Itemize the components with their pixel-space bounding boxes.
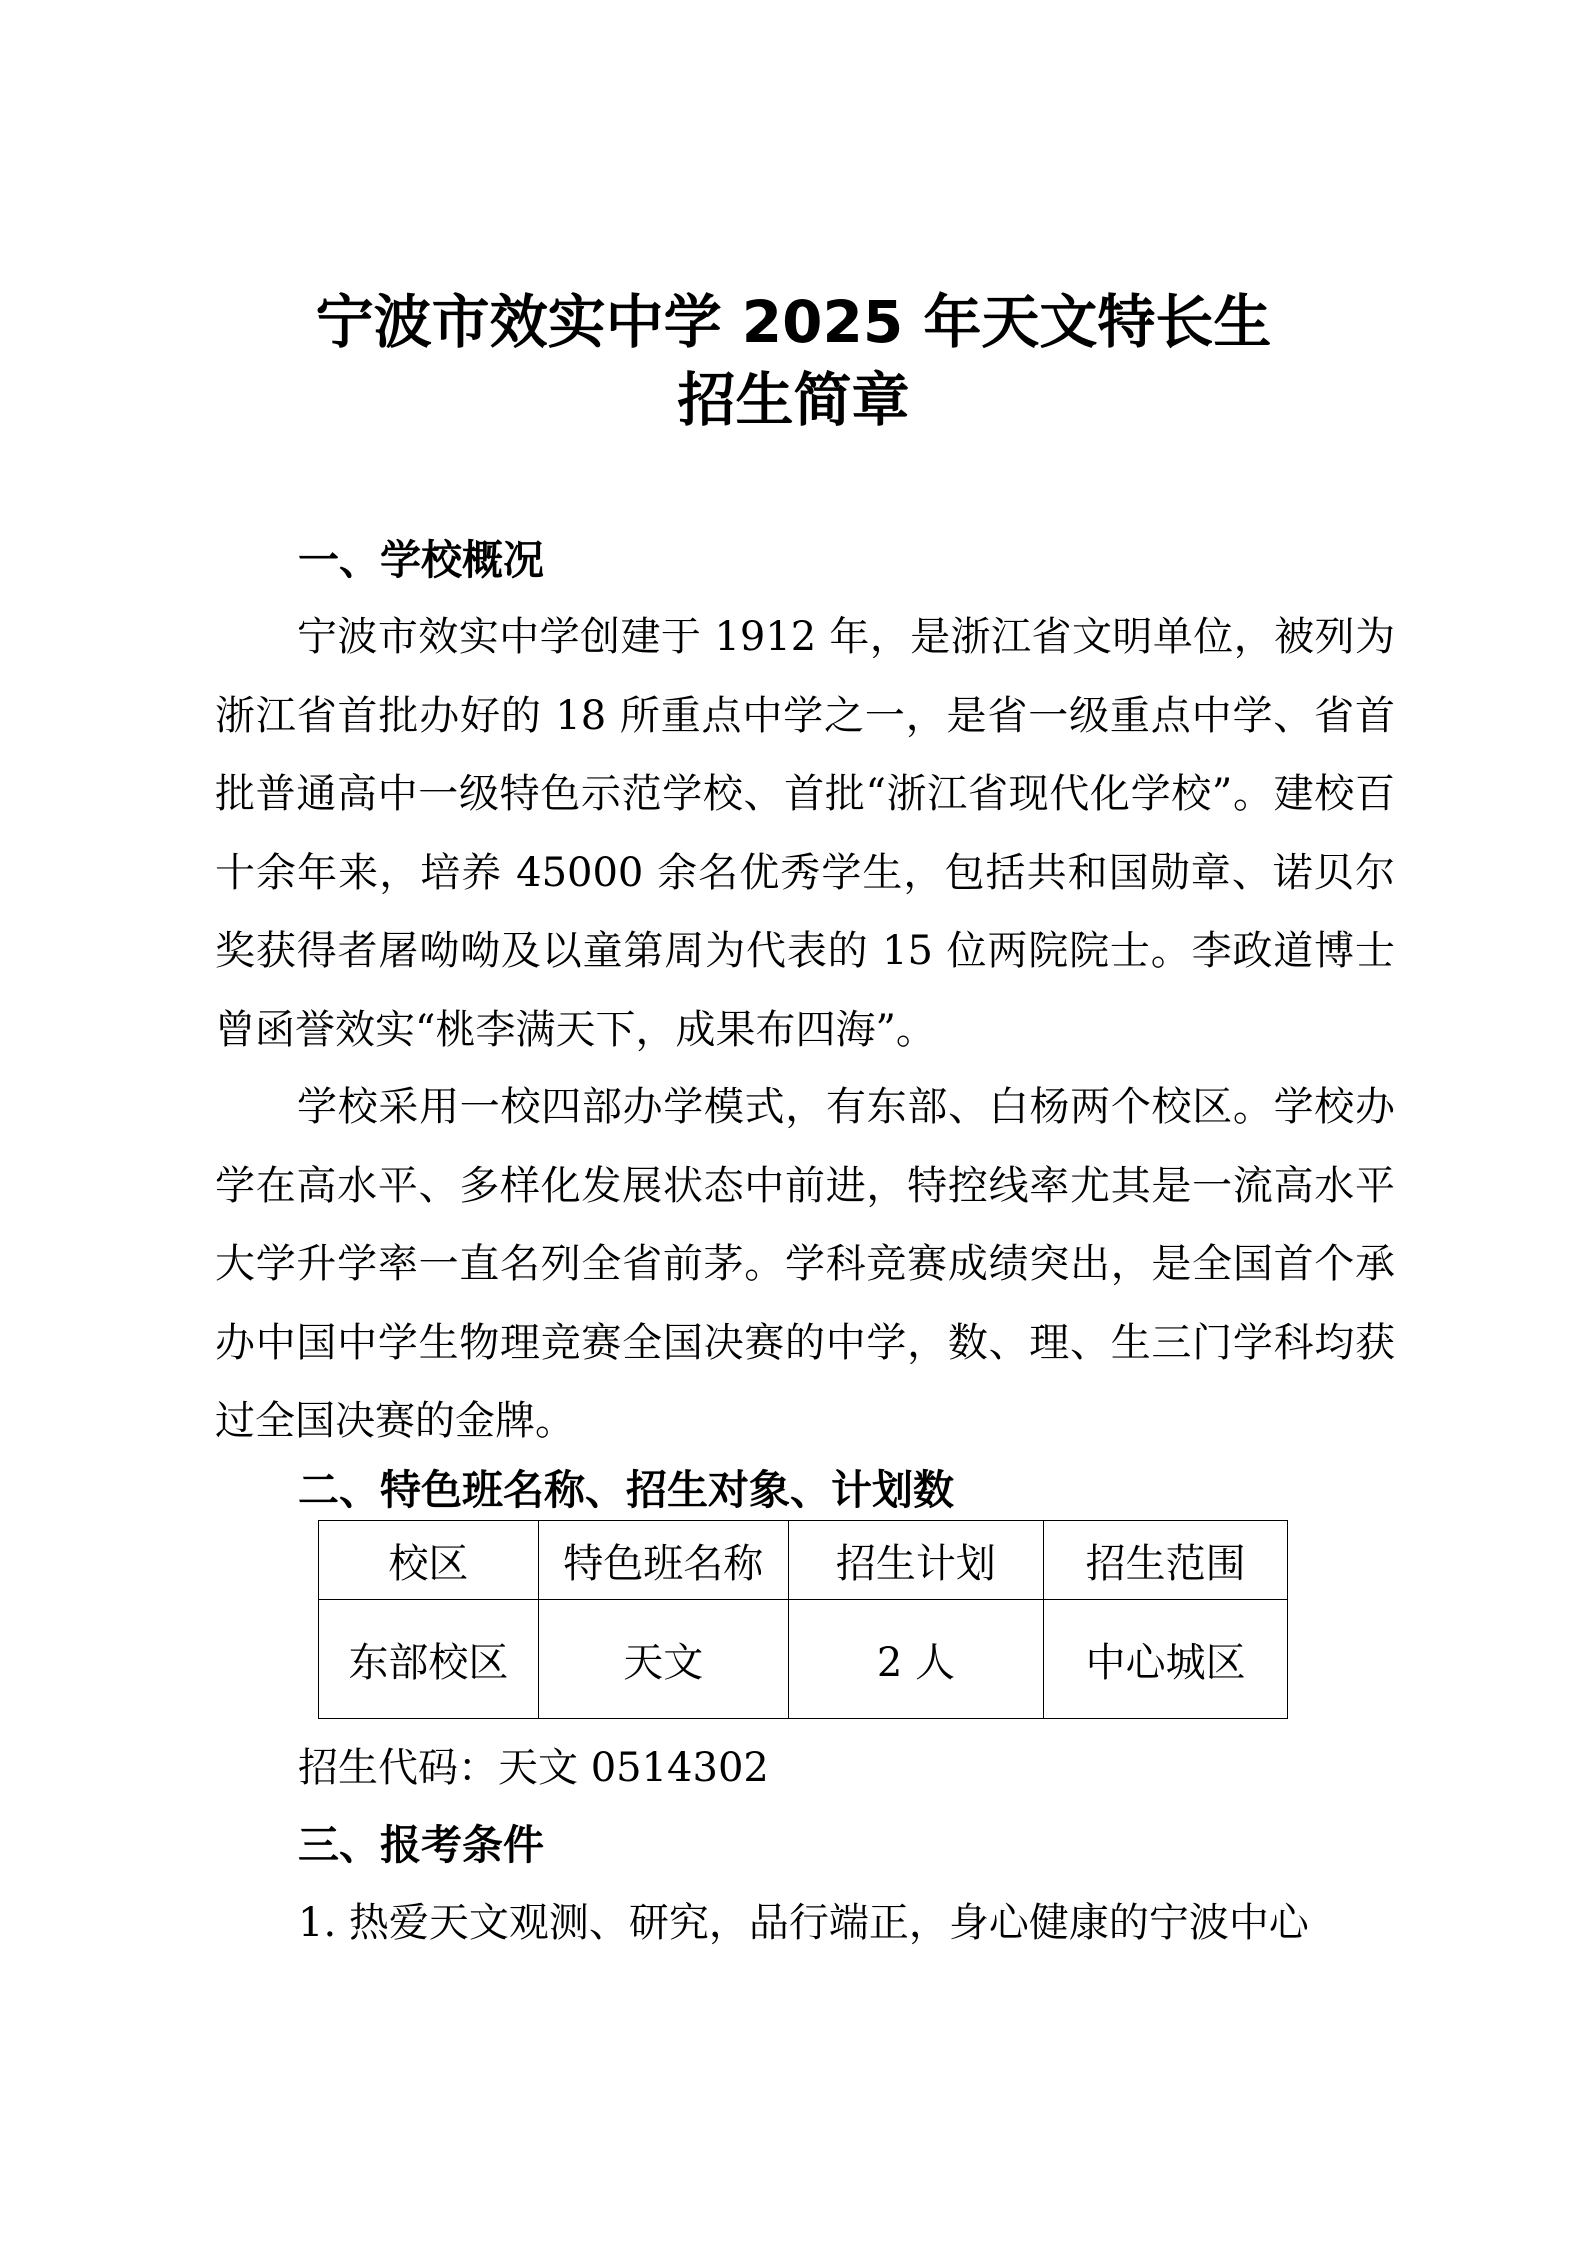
section-1-paragraph-1: 宁波市效实中学创建于 1912 年，是浙江省文明单位，被列为浙江省首批办好的 18 所重点中学之一，是省一级重点中学、省首批普通高中一级特色示范学校、首批“浙江省现代化学校”。建校百十余年来，培养 45000 余名优秀学生，包括共和国勋章、诺贝尔奖获得者屠呦呦及以童第周为代表的 15 位两院院士。李政道博士曾函誉效实“桃李满天下，成果布四海”。 (215, 614, 1395, 1053)
table-header-class-name: 特色班名称 (538, 1521, 788, 1600)
section-1-paragraph-2: 学校采用一校四部办学模式，有东部、白杨两个校区。学校办学在高水平、多样化发展状态中前进，特控线率尤其是一流高水平大学升学率一直名列全省前茅。学科竞赛成绩突出，是全国首个承办中国中学生物理竞赛全国决赛的中学，数、理、生三门学科均获过全国决赛的金牌。 (215, 1084, 1395, 1444)
enrollment-table (318, 1520, 1288, 1719)
table-cell-class-name: 天文 (538, 1600, 788, 1719)
table-row (319, 1600, 1288, 1719)
section-1-heading: 一、学校概况 (298, 536, 544, 584)
document-title-line-1: 宁波市效实中学 2025 年天文特长生 (315, 288, 1272, 356)
enrollment-code: 招生代码：天文 0514302 (298, 1745, 769, 1791)
table-header-plan: 招生计划 (788, 1521, 1044, 1600)
table-header-row (319, 1521, 1288, 1600)
table-cell-scope: 中心城区 (1044, 1600, 1288, 1719)
table-cell-plan: 2 人 (788, 1600, 1044, 1719)
section-3-heading: 三、报考条件 (298, 1821, 544, 1869)
document-title-line-2: 招生简章 (677, 366, 910, 434)
table-header-campus: 校区 (319, 1521, 539, 1600)
section-2-heading: 二、特色班名称、招生对象、计划数 (298, 1466, 954, 1514)
table-cell-campus: 东部校区 (319, 1600, 539, 1719)
table-header-scope: 招生范围 (1044, 1521, 1288, 1600)
requirement-item-1: 1. 热爱天文观测、研究，品行端正，身心健康的宁波中心 (298, 1900, 1309, 1946)
